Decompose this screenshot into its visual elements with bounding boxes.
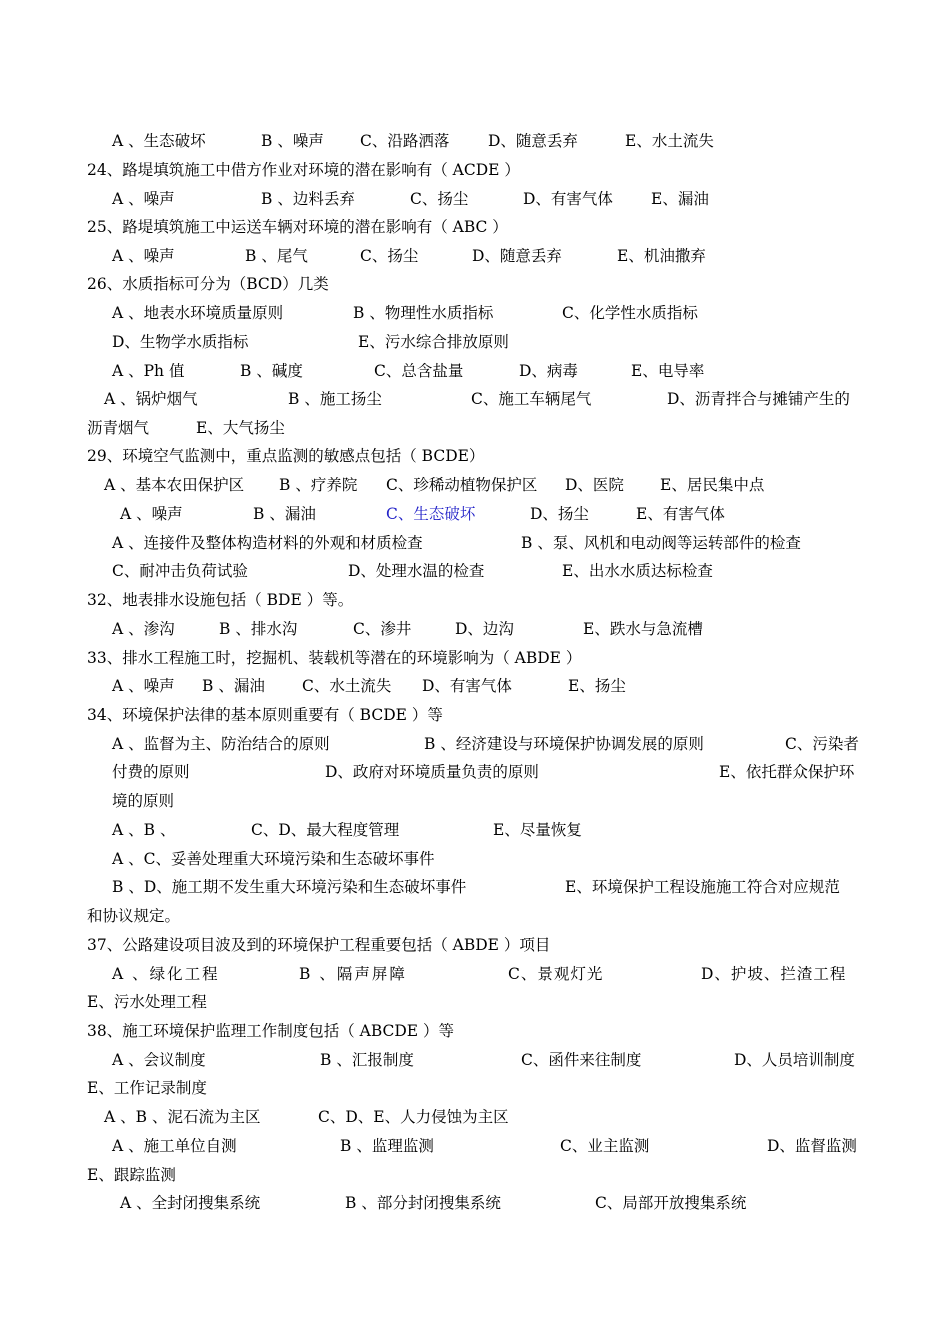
- option-d: D、监督监测: [767, 1137, 857, 1155]
- option-c: C、扬尘: [360, 247, 419, 265]
- option-d: D、护坡、拦渣工程: [701, 965, 847, 983]
- option-e: E、尽量恢复: [493, 821, 582, 839]
- option-b: B 、监理监测: [340, 1137, 434, 1155]
- option-e: E、跟踪监测: [87, 1166, 176, 1184]
- text-line: [0, 845, 950, 874]
- question-text: 26、水质指标可分为（BCD）几类: [87, 275, 329, 293]
- text-line: [0, 1132, 950, 1161]
- option-b: B 、物理性水质指标: [353, 304, 494, 322]
- option-b: B 、漏油: [202, 677, 265, 695]
- option-ab: A 、B 、泥石流为主区: [104, 1108, 261, 1126]
- option-d-continued: 沥青烟气: [87, 419, 150, 437]
- text-line: [0, 529, 950, 558]
- option-a: A 、连接件及整体构造材料的外观和材质检查: [112, 534, 423, 552]
- option-d: D、随意丢弃: [488, 132, 578, 150]
- question-text: 24、路堤填筑施工中借方作业对环境的潜在影响有（ ACDE ）: [87, 161, 520, 179]
- option-d: D、边沟: [455, 620, 514, 638]
- option-b: B 、排水沟: [219, 620, 298, 638]
- option-b: B 、施工扬尘: [288, 390, 382, 408]
- text-line: [0, 471, 950, 500]
- option-b: B 、经济建设与环境保护协调发展的原则: [424, 735, 704, 753]
- question-text: 38、施工环境保护监理工作制度包括（ ABCDE ）等: [87, 1022, 455, 1040]
- option-d: D、医院: [565, 476, 624, 494]
- option-e: E、电导率: [631, 362, 705, 380]
- text-line: [0, 960, 950, 989]
- option-d: D、随意丢弃: [472, 247, 562, 265]
- option-a: A 、会议制度: [112, 1051, 206, 1069]
- option-e: E、漏油: [651, 190, 709, 208]
- text-line: [0, 988, 950, 1017]
- option-c: C、总含盐量: [374, 362, 464, 380]
- option-e: E、工作记录制度: [87, 1079, 207, 1097]
- text-line: [0, 902, 950, 931]
- text-line: [0, 672, 950, 701]
- question-line: [0, 442, 950, 471]
- text-line: [0, 1189, 950, 1218]
- option-e: E、扬尘: [568, 677, 626, 695]
- option-b: B 、汇报制度: [320, 1051, 414, 1069]
- question-text: 33、排水工程施工时，挖掘机、装载机等潜在的环境影响为（ ABDE ）: [87, 649, 582, 667]
- option-e: E、出水水质达标检查: [562, 562, 713, 580]
- option-e: E、大气扬尘: [196, 419, 285, 437]
- option-d: D、扬尘: [530, 505, 589, 523]
- text-line: [0, 1074, 950, 1103]
- option-d: D、沥青拌合与摊铺产生的: [667, 390, 850, 408]
- text-line: [0, 328, 950, 357]
- text-line: [0, 1046, 950, 1075]
- text-line: [0, 1161, 950, 1190]
- option-e: E、污水处理工程: [87, 993, 207, 1011]
- option-e: E、有害气体: [636, 505, 725, 523]
- text-line: [0, 185, 950, 214]
- option-d: D、病毒: [519, 362, 578, 380]
- option-a: A 、噪声: [112, 190, 175, 208]
- text-line: [0, 414, 950, 443]
- text-line: [0, 816, 950, 845]
- question-line: [0, 931, 950, 960]
- option-c: C、施工车辆尾气: [471, 390, 592, 408]
- option-c: C、水土流失: [302, 677, 392, 695]
- text-line: [0, 385, 950, 414]
- option-e: E、居民集中点: [660, 476, 765, 494]
- text-line: [0, 730, 950, 759]
- question-text: 25、路堤填筑施工中运送车辆对环境的潜在影响有（ ABC ）: [87, 218, 508, 236]
- text-line: [0, 299, 950, 328]
- option-cde: C、D、E、人力侵蚀为主区: [318, 1108, 509, 1126]
- text-line: [0, 357, 950, 386]
- option-b: B 、边料丢弃: [261, 190, 355, 208]
- question-text: 34、环境保护法律的基本原则重要有（ BCDE ）等: [87, 706, 443, 724]
- text-line: [0, 127, 950, 156]
- text-line: [0, 758, 950, 787]
- option-e: E、水土流失: [625, 132, 714, 150]
- text-line: [0, 787, 950, 816]
- option-e: E、机油撒弃: [617, 247, 706, 265]
- option-e: E、污水综合排放原则: [358, 333, 509, 351]
- option-c: C、珍稀动植物保护区: [386, 476, 538, 494]
- option-e: E、跌水与急流槽: [583, 620, 703, 638]
- option-a: A 、基本农田保护区: [104, 476, 245, 494]
- question-text: 32、地表排水设施包括（ BDE ）等。: [87, 591, 354, 609]
- option-a: A 、全封闭搜集系统: [120, 1194, 261, 1212]
- option-d: D、有害气体: [523, 190, 613, 208]
- option-e: E、环境保护工程设施施工符合对应规范: [565, 878, 840, 896]
- option-a: A 、Ph 值: [112, 362, 185, 380]
- question-line: [0, 1017, 950, 1046]
- option-a: A 、锅炉烟气: [104, 390, 198, 408]
- option-d: D、人员培训制度: [734, 1051, 855, 1069]
- option-b: B 、噪声: [261, 132, 324, 150]
- text-line: [0, 557, 950, 586]
- option-a: A 、噪声: [120, 505, 183, 523]
- option-cd: C、D、最大程度管理: [251, 821, 400, 839]
- option-c: C、景观灯光: [508, 965, 604, 983]
- option-a: A 、生态破坏: [112, 132, 206, 150]
- text-line: [0, 1103, 950, 1132]
- question-line: [0, 644, 950, 673]
- option-b: B 、碱度: [240, 362, 303, 380]
- option-d: D、政府对环境质量负责的原则: [325, 763, 539, 781]
- option-c: C、业主监测: [560, 1137, 650, 1155]
- option-a: A 、监督为主、防治结合的原则: [112, 735, 330, 753]
- text-line: [0, 500, 950, 529]
- option-b: B 、部分封闭搜集系统: [345, 1194, 501, 1212]
- question-line: [0, 586, 950, 615]
- option-a: A 、噪声: [112, 247, 175, 265]
- option-b: B 、尾气: [245, 247, 308, 265]
- option-e-continued: 境的原则: [112, 792, 175, 810]
- option-b: B 、泵、风机和电动阀等运转部件的检查: [521, 534, 801, 552]
- question-line: [0, 701, 950, 730]
- option-d: D、处理水温的检查: [348, 562, 485, 580]
- option-d: D、生物学水质指标: [112, 333, 249, 351]
- option-a: A 、渗沟: [112, 620, 175, 638]
- option-c-continued: 付费的原则: [112, 763, 190, 781]
- option-ab: A 、B 、: [112, 821, 176, 839]
- option-b: B 、隔声屏障: [299, 965, 407, 983]
- option-c: C、局部开放搜集系统: [595, 1194, 747, 1212]
- option-c: C、化学性水质指标: [562, 304, 698, 322]
- option-c: C、渗井: [353, 620, 412, 638]
- text-line: [0, 615, 950, 644]
- option-a: A 、地表水环境质量原则: [112, 304, 284, 322]
- option-e-continued: 和协议规定。: [87, 907, 181, 925]
- question-text: 37、公路建设项目波及到的环境保护工程重要包括（ ABDE ）项目: [87, 936, 551, 954]
- question-line: [0, 213, 950, 242]
- option-b: B 、疗养院: [279, 476, 358, 494]
- option-ac: A 、C、妥善处理重大环境污染和生态破坏事件: [112, 850, 435, 868]
- text-line: [0, 873, 950, 902]
- question-text: 29、环境空气监测中，重点监测的敏感点包括（ BCDE）: [87, 447, 485, 465]
- option-c: C、沿路洒落: [360, 132, 450, 150]
- option-bd: B 、D、施工期不发生重大环境污染和生态破坏事件: [112, 878, 467, 896]
- option-c: C、污染者: [785, 735, 859, 753]
- question-line: [0, 156, 950, 185]
- option-c: C、扬尘: [410, 190, 469, 208]
- option-c: C、耐冲击负荷试验: [112, 562, 248, 580]
- option-c-highlighted: C、生态破坏: [386, 505, 476, 523]
- question-line: [0, 270, 950, 299]
- option-e: E、依托群众保护环: [719, 763, 855, 781]
- option-a: A 、施工单位自测: [112, 1137, 237, 1155]
- option-a: A 、噪声: [112, 677, 175, 695]
- option-a: A 、绿化工程: [112, 965, 220, 983]
- option-b: B 、漏油: [253, 505, 316, 523]
- option-c: C、函件来往制度: [521, 1051, 642, 1069]
- option-d: D、有害气体: [422, 677, 512, 695]
- text-line: [0, 242, 950, 271]
